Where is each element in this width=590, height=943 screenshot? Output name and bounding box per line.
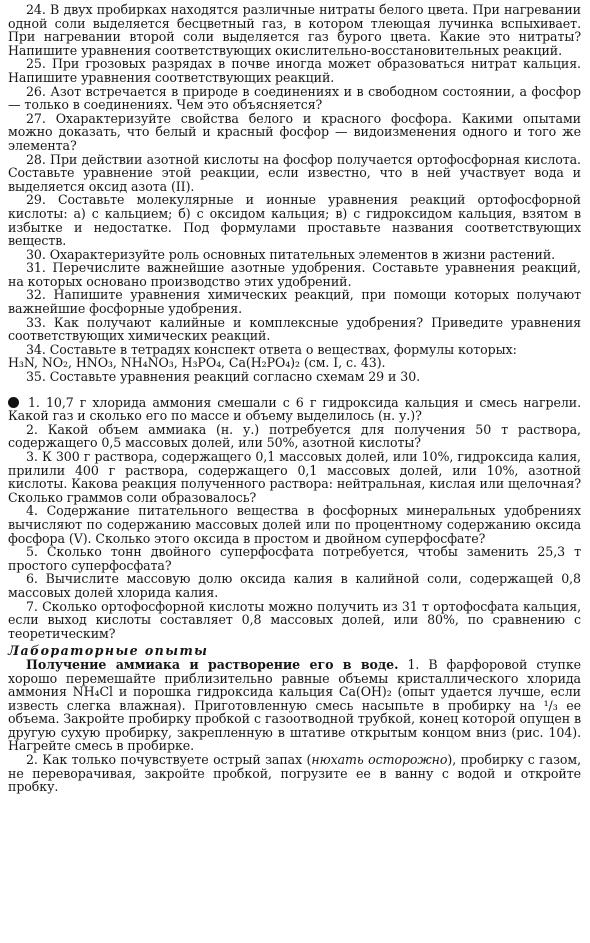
question-number: 3.: [26, 449, 38, 464]
question-item: [8, 396, 581, 423]
question-number: 5.: [26, 544, 38, 560]
question-number: 35.: [26, 369, 46, 385]
lab-section-title: Лабораторные опыты: [8, 643, 209, 659]
question-number: 30.: [26, 246, 46, 262]
question-text: Как получают калийные и комплексные удобрения? Приведите уравнения соответствующих химических реакций.: [8, 314, 581, 344]
question-number: 25.: [26, 56, 46, 72]
question-item: [8, 288, 581, 315]
question-item: [8, 572, 581, 599]
question-text: Составьте в тетрадях конспект ответа о веществах, формулы которых:: [49, 341, 517, 357]
question-item: [8, 57, 581, 84]
questions-section-a: [8, 3, 581, 343]
question-text: Составьте молекулярные и ионные уравнения реакций ортофосфорной кислоты: а) с кальцием; б) с оксидом кальция; в) с гидроксидом кальция, взятом в избытке и недостатке. Под формулами проставьте названия соответствующих веществ.: [8, 192, 581, 249]
question-number: 24.: [26, 2, 46, 17]
question-number: 1.: [28, 394, 40, 410]
question-item: [8, 3, 581, 57]
question-text: Сколько тонн двойного суперфосфата потребуется, чтобы заменить 25,3 т простого суперфосфата?: [8, 544, 581, 573]
question-item: [8, 153, 581, 194]
question-item: [8, 316, 581, 343]
lab-step-2-text-a: 2. Как только почувствуете острый запах (: [26, 752, 312, 768]
question-number: 31.: [26, 260, 46, 276]
question-text: Перечислите важнейшие азотные удобрения. Составьте уравнения реакций, на которых основано производство этих удобрений.: [8, 260, 581, 289]
question-item: [8, 545, 581, 572]
section-bullet-icon: [8, 397, 19, 408]
question-text: 10,7 г хлорида аммония смешали с 6 г гидроксида кальция и смесь нагрели. Какой газ и сколько его по массе и объему выделилось (н. у.)?: [8, 394, 581, 424]
question-number: 2.: [26, 421, 38, 437]
lab-step-2-text-b: ), пробирку с газом, не переворачивая, закройте пробкой, погрузите ее в ванну с водой и откройте пробку.: [8, 752, 582, 795]
question-text: К 300 г раствора, содержащего 0,1 массовых долей, или 10%, гидроксида калия, прилили 400 г раствора, содержащего 0,1 массовых долей, или 10%, азотной кислоты. Какова реакция полученного раствора: нейтральная, кислая или щелочная? Сколько граммов соли образовалось?: [8, 449, 581, 505]
question-text: Охарактеризуйте роль основных питательных элементов в жизни растений.: [49, 246, 556, 262]
lab-step-1-text: 1. В фарфоровой ступке хорошо перемешайте приблизительно равные объемы кристаллического хлорида аммония NH₄Cl и порошка гидроксида кальция Ca(OH)₂ (опыт удается лучше, если известь слегка влажная). Приготовленную смесь насыпьте в пробирку на ¹/₃ ее объема. Закройте пробирку пробкой с газоотводной трубкой, конец которой опущен в другую сухую пробирку, закрепленную в штативе открытым концом вниз (рис. 104). Нагрейте смесь в пробирке.: [8, 656, 581, 754]
question-number: 29.: [26, 192, 46, 208]
question-35: [8, 370, 581, 384]
lab-paragraph-1: [8, 658, 581, 753]
question-number: 32.: [26, 287, 46, 303]
question-text: При грозовых разрядах в почве иногда может образоваться нитрат кальция. Напишите уравнения соответствующих реакций.: [8, 56, 581, 85]
formula-line: H₃N, NO₂, HNO₃, NH₄NO₃, H₃PO₄, Ca(H₂PO₄)₂ (см. I, с. 43).: [8, 355, 386, 371]
question-item: [8, 504, 581, 545]
question-item: [8, 600, 581, 641]
question-number: 7.: [26, 598, 38, 614]
question-text: Какой объем аммиака (н. у.) потребуется для получения 50 т раствора, содержащего 0,5 массовых долей, или 50%, азотной кислоты?: [8, 421, 581, 451]
question-text: При действии азотной кислоты на фосфор получается ортофосфорная кислота. Составьте уравнение этой реакции, если известно, что в ней участвует вода и выделяется оксид азота (II).: [8, 151, 581, 194]
question-number: 34.: [26, 341, 46, 357]
question-item: [8, 193, 581, 247]
question-text: Охарактеризуйте свойства белого и красного фосфора. Какими опытами можно доказать, что белый и красный фосфор — видоизменения одного и того же элемента?: [8, 110, 581, 153]
question-item: [8, 450, 581, 504]
question-text: В двух пробирках находятся различные нитраты белого цвета. При нагревании одной соли выделяется бесцветный газ, в котором тлеющая лучинка вспыхивает. При нагревании второй соли выделяется газ бурого цвета. Какие это нитраты? Напишите уравнения соответствующих окислительно-восстановительных реакций.: [8, 2, 581, 58]
question-text: Азот встречается в природе в соединениях и в свободном состоянии, а фосфор — только в соединениях. Чем это объясняется?: [8, 83, 581, 113]
question-number: 27.: [26, 110, 46, 126]
question-text: Напишите уравнения химических реакций, при помощи которых получают важнейшие фосфорные удобрения.: [8, 287, 581, 317]
question-number: 6.: [26, 571, 38, 587]
question-text: Содержание питательного вещества в фосфорных минеральных удобрениях вычисляют по содержанию массовых долей или по процентному содержанию оксида фосфора (V). Сколько этого оксида в простом и двойном суперфосфате?: [8, 503, 581, 546]
question-number: 28.: [26, 151, 46, 167]
question-item: [8, 112, 581, 153]
question-text: Сколько ортофосфорной кислоты можно получить из 31 т ортофосфата кальция, если выход кислоты составляет 0,8 массовых долей, или 80%, по сравнению с теоретическим?: [8, 598, 581, 641]
problems-section-b: [8, 396, 581, 641]
lab-paragraph-2: [8, 753, 581, 794]
question-number: 33.: [26, 314, 46, 330]
question-item: [8, 423, 581, 450]
question-number: 4.: [26, 503, 38, 519]
lab-caution-note: нюхать осторожно: [311, 752, 448, 768]
question-item: [8, 85, 581, 112]
question-item: [8, 248, 581, 262]
lab-subtitle: Получение аммиака и растворение его в воде.: [26, 656, 399, 672]
question-34: [8, 343, 581, 357]
question-text: Вычислите массовую долю оксида калия в калийной соли, содержащей 0,8 массовых долей хлорида калия.: [8, 571, 581, 600]
question-item: [8, 261, 581, 288]
question-number: 26.: [26, 83, 46, 99]
question-text: Составьте уравнения реакций согласно схемам 29 и 30.: [49, 369, 421, 385]
